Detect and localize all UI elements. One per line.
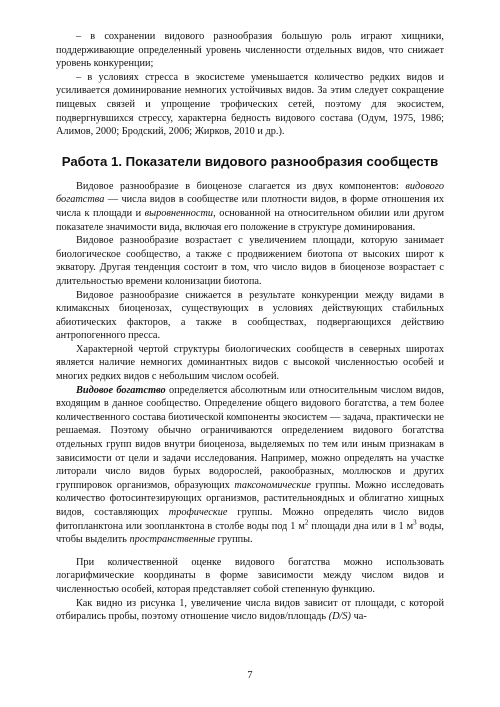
- text-run: воды, чтобы выделить: [56, 520, 445, 546]
- text-run: Видовое разнообразие в биоценозе слагается из двух компонентов:: [76, 180, 406, 192]
- superscript: 2: [304, 518, 309, 527]
- spacer: [56, 547, 444, 556]
- formula-ds: (D/S): [328, 611, 351, 623]
- term-trophic: трофические: [168, 507, 228, 518]
- section-title: Работа 1. Показатели видового разнообразия сообществ: [61, 153, 439, 169]
- page-number: 7: [247, 670, 253, 681]
- superscript: 3: [413, 518, 417, 527]
- text-run: , основанной на относительном обилии или другом показателе значимости вида, включая его положение в структуре доминирования.: [56, 207, 445, 233]
- text-run: определяется абсолютным или относительным числом видов, входящим в данное сообщество. Определение общего видового богатства, а тем более количественного состава биотической компоненты экосистем — задача, практически не решаемая. Поэтому обычно ограничиваются определением видового богатства отдельных групп видов внутри биоценоза, выделяемых по тем или иным признакам в зависимости от цели и задачи исследования. Например, можно определять на участке литорали число видов бурых водорослей, ракообразных, моллюсков и других группировок организмов, образующих: [56, 384, 444, 491]
- paragraph-northern-latitudes: Характерной чертой структуры биологических сообществ в северных широтах является наличие немногих доминантных видов с высокой численностью особей и многих редких видов с небольшим числом особей.: [56, 343, 444, 383]
- intro-item-stress: – в условиях стресса в экосистеме уменьшается количество редких видов и усиливается доминирование немногих устойчивых видов. За этим следует сокращение пищевых связей и упрощение трофических сетей, поэтому для экосистем, подвергнувшихся стрессу, характерна бедность видового состава (Одум, 1975, 1986; Алимов, 2000; Бродский, 2006; Жирков, 2010 и др.).: [56, 71, 444, 138]
- term-spatial: пространственные: [129, 534, 216, 546]
- text-run: группы. Можно исследовать количество фотосинтезирующих организмов, растительноядных и облигатно хищных видов, составляющих: [56, 479, 444, 518]
- term-species-richness-bold: Видовое богатство: [76, 384, 166, 396]
- text-run: площади дна или в 1 м: [308, 520, 414, 532]
- intro-item-predators: – в сохранении видового разнообразия большую роль играют хищники, поддерживающие определенный уровень численности отдельных видов, что снижает уровень конкуренции;: [56, 31, 444, 70]
- term-evenness: выровненности: [144, 207, 214, 219]
- term-taxonomic: таксономические: [234, 479, 311, 491]
- paragraph-area-increase: Видовое разнообразие возрастает с увеличением площади, которую занимает биологическое сообщество, а также с продвижением биотопа от высоких широт к экватору. Другая тенденция состоит в том, что число видов в биоценозе возрастает с длительностью времени колонизации биотопа.: [56, 235, 444, 287]
- paragraph-diversity-components: [56, 180, 444, 234]
- paragraph-competition: Видовое разнообразие снижается в результате конкуренции между видами в климаксных биоценозах, существующих в условиях действующих стабильных абиотических факторов, а также в сообществах, подвергающихся действию антропогенного пресса.: [56, 289, 444, 342]
- text-run: группы.: [215, 534, 253, 546]
- text-run: ча-: [351, 611, 367, 623]
- text-run: Как видно из рисунка 1, увеличение числа видов зависит от площади, с которой отбирались пробы, поэтому отношение число видов/площадь: [56, 597, 444, 623]
- paragraph-log-coordinates: При количественной оценке видового богатства можно использовать логарифмические координаты в форме зависимости между числом видов и численностью особей, которая представляет собой степенную функцию.: [56, 556, 444, 595]
- paragraph-figure-reference: [56, 597, 444, 624]
- paragraph-species-richness: [56, 384, 444, 547]
- spacer: [56, 139, 444, 148]
- term-species-richness: видового богатства: [56, 180, 444, 206]
- text-run: — числа видов в сообществе или плотности видов, в форме отношения их числа к площади и: [56, 194, 444, 219]
- text-run: группы. Можно определять число видов фитопланктона или зоопланктона в столбе воды под 1 м: [56, 507, 445, 532]
